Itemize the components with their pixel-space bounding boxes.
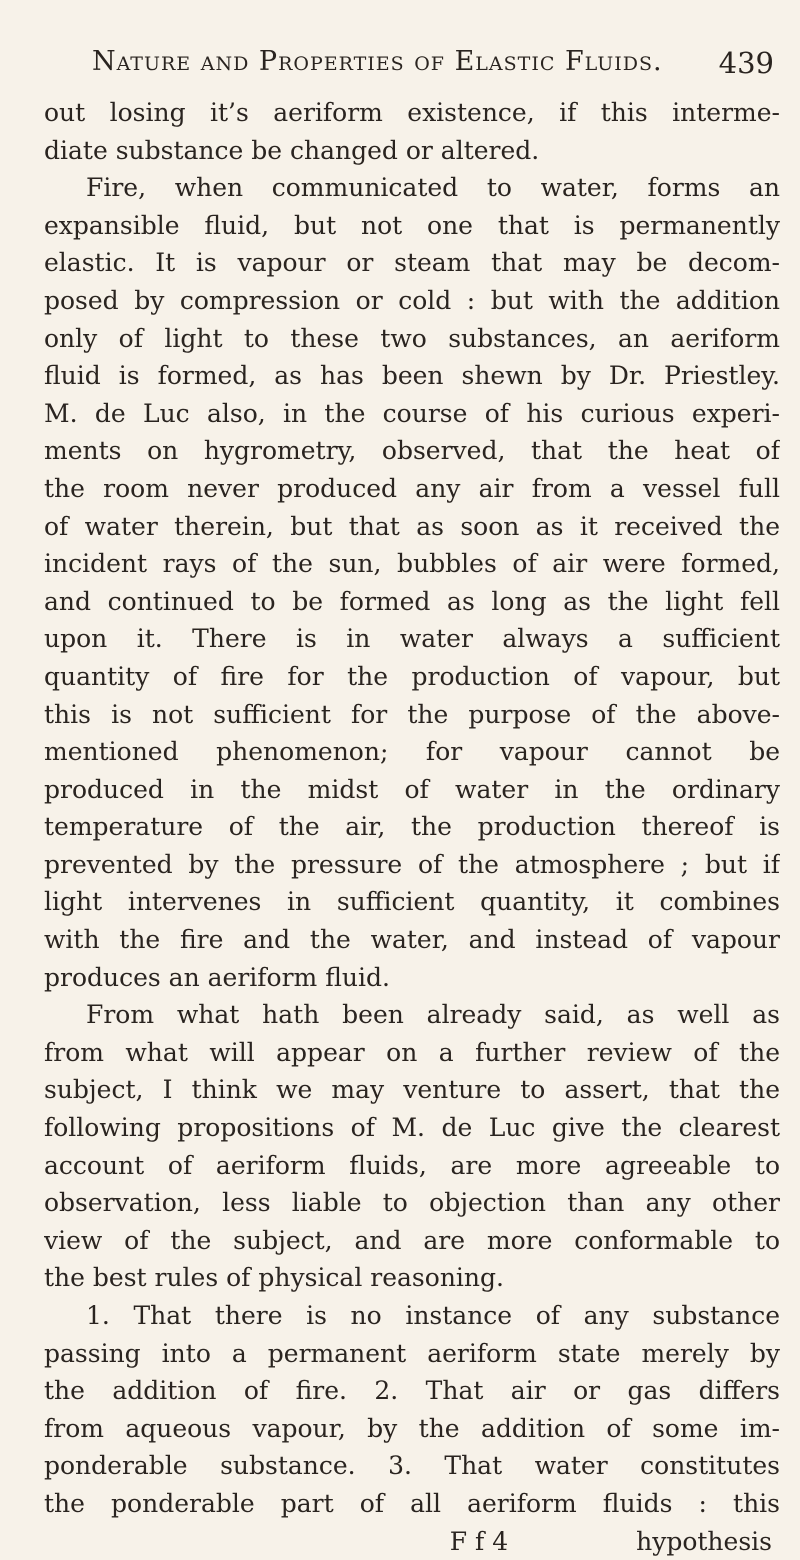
text-line: account of aeriform fluids, are more agreeable to (44, 1150, 780, 1180)
text-line: incident rays of the sun, bubbles of air were formed, (44, 549, 780, 579)
footer-line (44, 1523, 780, 1560)
text-line: Fire, when communicated to water, forms an (86, 173, 780, 203)
text-line: the ponderable part of all aeriform fluids : this (44, 1488, 780, 1518)
text-line: the room never produced any air from a vessel full (44, 473, 780, 503)
text-line: diate substance be changed or altered. (44, 135, 540, 165)
text-line: produces an aeriform fluid. (44, 962, 390, 992)
text-line: 1. That there is no instance of any substance (86, 1301, 780, 1330)
page-number: 439 (718, 46, 774, 80)
text-line: elastic. It is vapour or steam that may be decom- (44, 248, 780, 278)
signature-mark: F f 4 (449, 1526, 509, 1556)
text-line: fluid is formed, as has been shewn by Dr. Priestley. (44, 361, 780, 391)
text-line: the addition of fire. 2. That air or gas differs (44, 1376, 780, 1406)
text-line: upon it. There is in water always a sufficient (44, 624, 780, 654)
text-line: subject, I think we may venture to assert, that the (44, 1075, 780, 1105)
text-line: expansible fluid, but not one that is permanently (44, 210, 780, 240)
text-line: mentioned phenomenon; for vapour cannot be (44, 737, 780, 767)
text-line: only of light to these two substances, an aeriform (44, 323, 780, 353)
text-line: M. de Luc also, in the course of his curious experi- (44, 398, 780, 428)
text-line: temperature of the air, the production thereof is (44, 812, 780, 842)
text-line: prevented by the pressure of the atmosphere ; but if (44, 849, 780, 879)
text-line: from what will appear on a further review of the (44, 1037, 780, 1067)
text-line: quantity of fire for the production of vapour, but (44, 661, 780, 691)
running-header (92, 46, 774, 90)
text-line: passing into a permanent aeriform state merely by (44, 1338, 780, 1368)
text-line: view of the subject, and are more conformable to (44, 1225, 780, 1255)
text-line: out losing it’s aeriform existence, if this interme- (44, 98, 780, 127)
text-line: produced in the midst of water in the ordinary (44, 774, 780, 804)
text-line: the best rules of physical reasoning. (44, 1263, 504, 1293)
text-line: posed by compression or cold : but with the addition (44, 285, 780, 315)
text-line: light intervenes in sufficient quantity, it combines (44, 887, 780, 917)
text-line: ponderable substance. 3. That water constitutes (44, 1451, 780, 1481)
text-line: ments on hygrometry, observed, that the heat of (44, 436, 780, 466)
catchword: hypothesis (636, 1526, 772, 1556)
text-line: following propositions of M. de Luc give the clearest (44, 1113, 780, 1143)
text-body (44, 94, 780, 1560)
text-line: this is not sufficient for the purpose of the above- (44, 699, 780, 729)
text-line: From what hath been already said, as well as (86, 1000, 780, 1030)
running-title: Nature and Properties of Elastic Fluids. (92, 46, 663, 77)
text-line: of water therein, but that as soon as it received the (44, 511, 780, 541)
text-line: and continued to be formed as long as the light fell (44, 586, 780, 616)
text-line: observation, less liable to objection than any other (44, 1188, 780, 1218)
text-line: with the fire and the water, and instead of vapour (44, 925, 780, 955)
text-line: from aqueous vapour, by the addition of some im- (44, 1413, 780, 1443)
